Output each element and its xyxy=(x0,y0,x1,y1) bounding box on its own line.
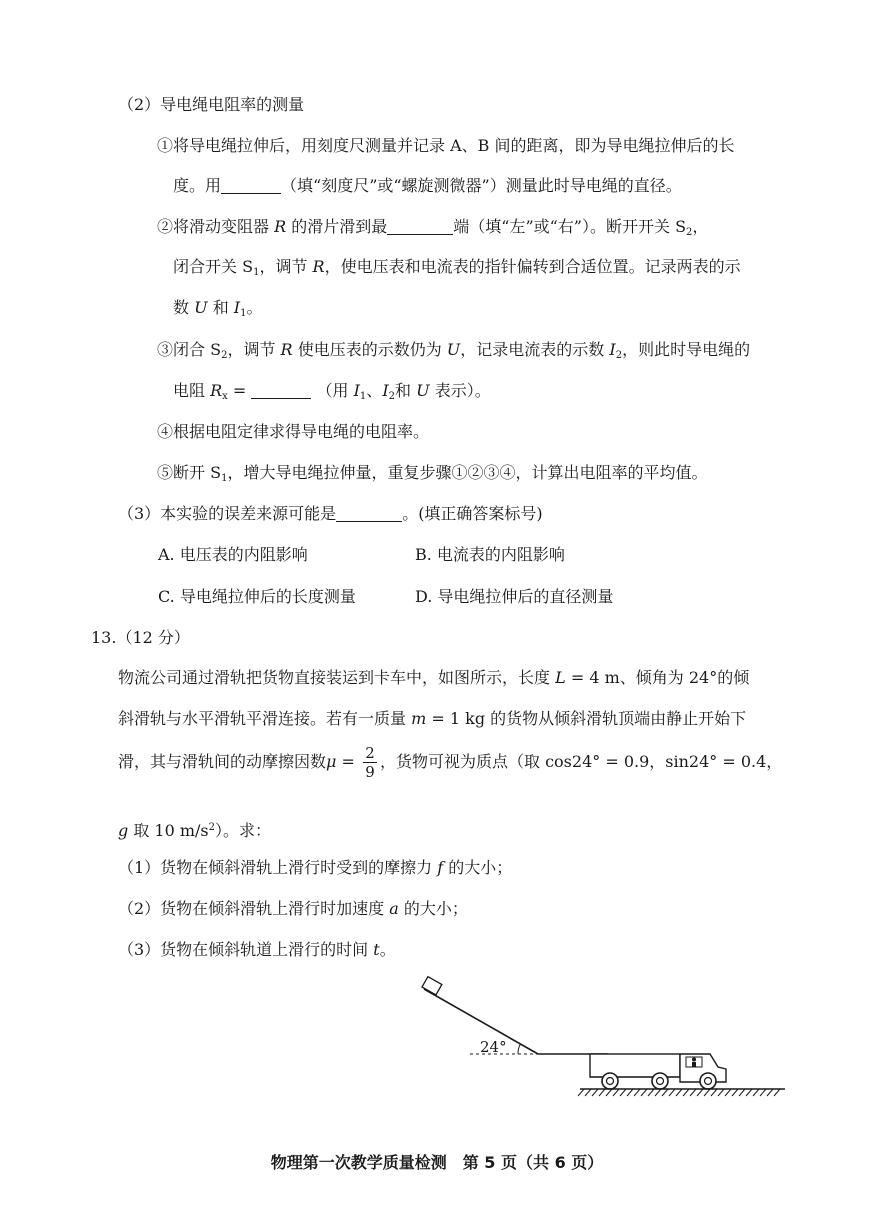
cargo-box xyxy=(422,977,442,995)
sub-2: 2 xyxy=(615,350,623,361)
var-U: U xyxy=(416,381,430,400)
q13-text-d: = 1 kg 的货物从倾斜滑轨顶端由静止开始下 xyxy=(431,709,747,728)
part3-blank xyxy=(336,505,402,522)
q13-text-f: ，货物可视为质点（取 cos24° = 0.9，sin24° = 0.4， xyxy=(380,752,783,771)
var-Rx: R xyxy=(210,381,223,400)
var-I: I xyxy=(382,381,389,400)
step2-text-e: ，调节 xyxy=(259,257,308,276)
q13-title: 13.（12 分） xyxy=(91,628,190,647)
step3-text-h: 和 xyxy=(395,381,412,400)
step4-line: ④根据电阻定律求得导电绳的电阻率。 xyxy=(157,422,430,441)
step2-text-h: 和 xyxy=(212,298,229,317)
step3-text-g: （用 xyxy=(316,381,349,400)
step2-line1 xyxy=(157,216,708,244)
var-mu: μ xyxy=(326,752,337,771)
q13-sub2 xyxy=(118,898,468,920)
var-R: R xyxy=(274,217,287,236)
var-R: R xyxy=(312,257,325,276)
page-footer: 物理第一次教学质量检测 第 5 页（共 6 页） xyxy=(270,1153,604,1172)
frac-denominator: 9 xyxy=(365,763,375,781)
frac-numerator: 2 xyxy=(365,744,375,762)
step2-blank xyxy=(387,218,453,235)
q13-text-c: 斜滑轨与水平滑轨平滑连接。若有一质量 xyxy=(118,709,407,728)
sub-2: 2 xyxy=(221,350,228,361)
step1-text-a: 度。用 xyxy=(173,176,222,195)
step3-line2 xyxy=(173,380,491,408)
ground-hatching xyxy=(578,1089,780,1096)
q13-text-h: ）。求： xyxy=(215,821,272,840)
var-a: a xyxy=(389,899,399,918)
step3-text-d: ，记录电流表的示数 xyxy=(460,340,605,359)
truck-wheel xyxy=(652,1073,668,1089)
var-I: I xyxy=(233,298,241,317)
slide-truck-figure xyxy=(400,975,800,1105)
q13-sub1-b: 的大小； xyxy=(448,858,513,877)
var-I: I xyxy=(609,340,616,359)
part2-title: （2）导电绳电阻率的测量 xyxy=(118,95,305,114)
sub-x: x xyxy=(222,391,228,402)
part3-text-b: 。(填正确答案标号) xyxy=(402,504,543,523)
q13-text-g: 取 10 m/s xyxy=(128,821,209,840)
var-L: L xyxy=(555,668,566,687)
q13-line4 xyxy=(118,817,271,842)
angle-label: 24° xyxy=(480,1038,507,1056)
var-f: f xyxy=(437,858,444,877)
sub-1: 1 xyxy=(359,391,367,402)
step3-text-e: ，则此时导电绳的 xyxy=(622,340,751,359)
step5-line xyxy=(157,462,707,490)
step3-text-c: 使电压表的示数仍为 xyxy=(297,340,442,359)
var-g: g xyxy=(118,821,129,840)
step2-line3 xyxy=(173,297,263,325)
step2-comma: ， xyxy=(692,217,709,236)
sup-2: 2 xyxy=(208,822,216,833)
sub-1: 1 xyxy=(240,308,247,319)
var-R: R xyxy=(280,340,293,359)
mu-fraction xyxy=(363,744,377,781)
var-U: U xyxy=(446,340,461,359)
step3-text-f: 电阻 xyxy=(173,381,206,400)
sub-1: 1 xyxy=(253,267,260,278)
step1-text-b: （填“刻度尺”或“螺旋测微器”）测量此时导电绳的直径。 xyxy=(281,176,682,195)
var-U: U xyxy=(194,298,208,317)
q13-line2 xyxy=(118,708,746,730)
option-d: D. 导电绳拉伸后的直径测量 xyxy=(415,587,614,606)
q13-sub3-b: 。 xyxy=(379,940,396,959)
q13-sub3 xyxy=(118,939,396,961)
step3-sep: 、 xyxy=(366,381,383,400)
option-b: B. 电流表的内阻影响 xyxy=(415,545,565,564)
q13-text-b: = 4 m、倾角为 24°的倾 xyxy=(570,668,750,687)
q13-sub2-b: 的大小； xyxy=(403,899,468,918)
step3-line1 xyxy=(157,339,750,367)
q13-sub1 xyxy=(118,857,512,879)
sub-2: 2 xyxy=(686,227,693,238)
step3-text-b: ，调节 xyxy=(227,340,276,359)
truck-wheel xyxy=(602,1073,618,1089)
angle-arc xyxy=(518,1044,521,1054)
step3-blank xyxy=(251,382,311,399)
q13-text-e: 滑，其与滑轨间的动摩擦因数 xyxy=(118,752,327,771)
step2-text-c: 端（填“左”或“右”）。断开开关 S xyxy=(453,217,687,236)
step1-line2 xyxy=(173,175,682,197)
q13-sub2-a: （2）货物在倾斜滑轨上滑行时加速度 xyxy=(118,899,385,918)
option-c: C. 导电绳拉伸后的长度测量 xyxy=(158,587,356,606)
step3-text-a: ③闭合 S xyxy=(157,340,222,359)
step2-text-d: 闭合开关 S xyxy=(173,257,254,276)
option-a: A. 电压表的内阻影响 xyxy=(158,545,308,564)
step2-text-f: ，使电压表和电流表的指针偏转到合适位置。记录两表的示 xyxy=(324,257,741,276)
q13-text-a: 物流公司通过滑轨把货物直接装运到卡车中，如图所示，长度 xyxy=(118,668,551,687)
q13-line1 xyxy=(118,667,749,689)
step2-text-i: 。 xyxy=(246,298,263,317)
part3-line xyxy=(118,503,543,525)
var-m: m xyxy=(411,709,427,728)
step5-text-a: ⑤断开 S xyxy=(157,463,222,482)
step2-line2 xyxy=(173,256,741,284)
q13-sub3-a: （3）货物在倾斜轨道上滑行的时间 xyxy=(118,940,369,959)
q13-line3 xyxy=(118,739,782,785)
step5-text-b: ，增大导电绳拉伸量，重复步骤①②③④，计算出电阻率的平均值。 xyxy=(227,463,708,482)
sub-1: 1 xyxy=(221,473,228,484)
step2-text-a: ②将滑动变阻器 xyxy=(157,217,270,236)
step2-text-g: 数 xyxy=(173,298,190,317)
var-I: I xyxy=(353,381,360,400)
var-t: t xyxy=(373,940,380,959)
step3-text-i: 表示）。 xyxy=(434,381,491,400)
step1-line1: ①将导电绳拉伸后，用刻度尺测量并记录 A、B 间的距离，即为导电绳拉伸后的长 xyxy=(157,136,735,155)
part3-text-a: （3）本实验的误差来源可能是 xyxy=(118,504,337,523)
step1-blank xyxy=(221,177,281,194)
step3-eq: = xyxy=(232,381,247,400)
step2-text-b: 的滑片滑到最 xyxy=(291,217,388,236)
q13-eq: = xyxy=(336,752,360,771)
driver-icon xyxy=(692,1058,696,1068)
truck-cargo-bed xyxy=(590,1054,680,1077)
truck-wheel xyxy=(700,1073,716,1089)
sub-2: 2 xyxy=(388,391,396,402)
q13-sub1-a: （1）货物在倾斜滑轨上滑行时受到的摩擦力 xyxy=(118,858,433,877)
